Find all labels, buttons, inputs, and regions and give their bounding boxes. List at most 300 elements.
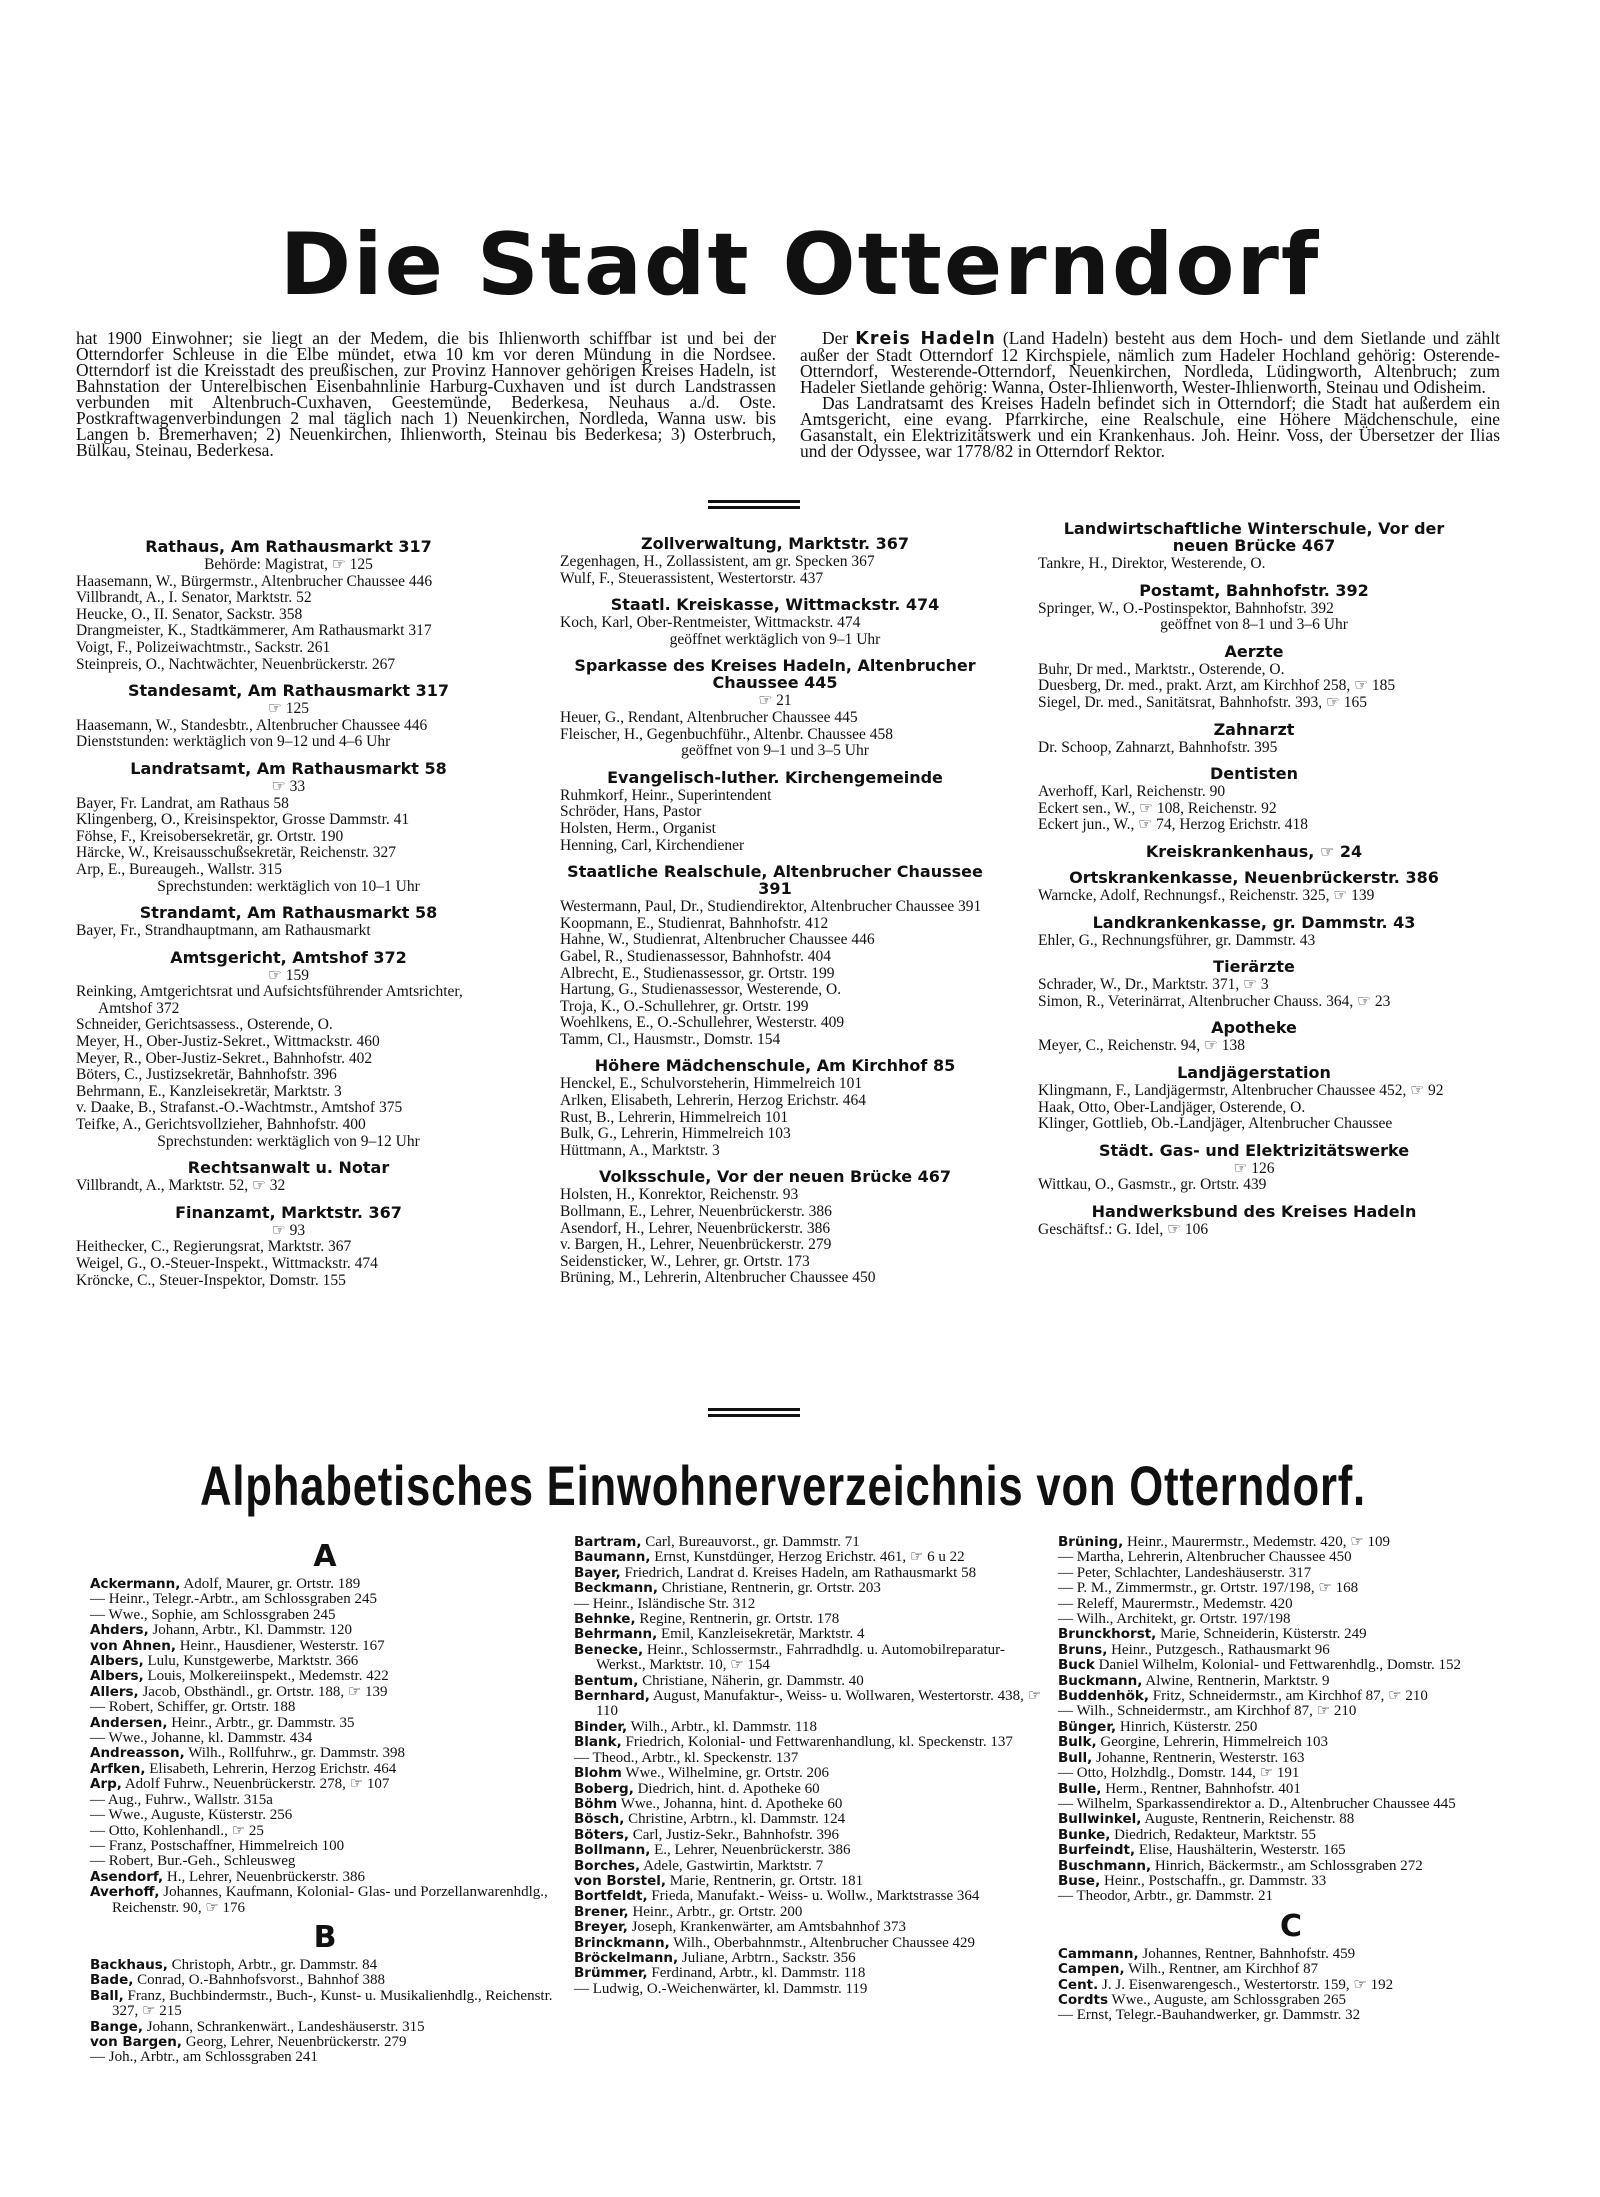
directory-entry — [1058, 1597, 1524, 1612]
entry-details: Ferdinand, Arbtr., kl. Dammstr. 118 — [651, 1965, 866, 1982]
entry-details: — Robert, Schiffer, gr. Ortstr. 188 — [90, 1699, 296, 1716]
entry-details: Elise, Haushälterin, Westerstr. 165 — [1138, 1842, 1346, 1859]
directory-entry — [1058, 1766, 1524, 1781]
section-heading: Volksschule, Vor der neuen Brücke 467 — [598, 1167, 952, 1187]
entry: Schneider, Gerichtsassess., Osterende, O. — [76, 1016, 333, 1034]
entry: Böters, C., Justizsekretär, Bahnhofstr. 396 — [76, 1066, 337, 1084]
entry: Seidensticker, W., Lehrer, gr. Ortstr. 173 — [560, 1252, 810, 1270]
entry-surname: Beckmann, — [574, 1580, 658, 1597]
entry: Härcke, W., Kreisausschußsekretär, Reichenstr. 327 — [76, 844, 397, 862]
section-heading: Strandamt, Am Rathausmarkt 58 — [139, 903, 438, 923]
directory-entry — [1058, 1889, 1524, 1904]
directory-entry — [1058, 1658, 1524, 1673]
entry-surname: Buckmann, — [1058, 1672, 1143, 1689]
directory-entry — [574, 1597, 1042, 1612]
entry-details: Marie, Schneiderin, Küsterstr. 249 — [1160, 1626, 1367, 1643]
section-heading: Standesamt, Am Rathausmarkt 317 — [127, 681, 450, 701]
entry-details: Ernst, Kunstdünger, Herzog Erichstr. 461, ☞ 6 u 22 — [654, 1549, 965, 1566]
entry-surname: Blank, — [574, 1734, 622, 1751]
entry: Tamm, Cl., Hausmstr., Domstr. 154 — [560, 1030, 781, 1048]
entry: Heithecker, C., Regierungsrat, Marktstr. 367 — [76, 1238, 352, 1256]
entry-surname: Behnke, — [574, 1611, 636, 1628]
entry-details: Louis, Molkereiinspekt., Medemstr. 422 — [147, 1668, 389, 1685]
entry-details: — Heinr., Telegr.-Arbtr., am Schlossgraben 245 — [90, 1591, 377, 1608]
entry-surname: Borches, — [574, 1857, 641, 1874]
entry: Henning, Carl, Kirchendiener — [560, 836, 745, 854]
entry-details: Juliane, Arbtrn., Sackstr. 356 — [681, 1949, 856, 1966]
entry: Henckel, E., Schulvorsteherin, Himmelreich 101 — [560, 1075, 863, 1093]
entry: Teifke, A., Gerichtsvollzieher, Bahnhofstr. 400 — [76, 1116, 366, 1134]
section-heading: Finanzamt, Marktstr. 367 — [175, 1202, 402, 1222]
entry: Troja, K., O.-Schullehrer, gr. Ortstr. 199 — [560, 997, 809, 1015]
section-note: ☞ 159 — [267, 966, 310, 984]
directory-entry — [574, 1920, 1042, 1935]
entry-surname: Cordts — [1058, 1991, 1108, 2008]
directory-entry — [574, 1889, 1042, 1904]
directory-entry — [574, 1612, 1042, 1627]
entry-surname: Bulk, — [1058, 1734, 1097, 1751]
entry: Dr. Schoop, Zahnarzt, Bahnhofstr. 395 — [1038, 738, 1278, 756]
entry: Zegenhagen, H., Zollassistent, am gr. Specken 367 — [560, 553, 875, 570]
entry-surname: Bösch, — [574, 1811, 625, 1828]
entry: Koopmann, E., Studienrat, Bahnhofstr. 412 — [560, 914, 829, 932]
directory-entry — [1058, 1993, 1524, 2008]
entry: Steinpreis, O., Nachtwächter, Neuenbrückerstr. 267 — [76, 655, 396, 673]
section-heading: Staatl. Kreiskasse, Wittmackstr. 474 — [610, 595, 940, 615]
entry-details: Diedrich, Redakteur, Marktstr. 55 — [1114, 1826, 1317, 1843]
entry: Bayer, Fr. Landrat, am Rathaus 58 — [76, 794, 289, 812]
entry: Wittkau, O., Gasmstr., gr. Ortstr. 439 — [1038, 1176, 1267, 1194]
section-heading: Landwirtschaftliche Winterschule, Vor der neuen Brücke 467 — [1063, 519, 1445, 555]
entry-details: — Heinr., Isländische Str. 312 — [574, 1595, 756, 1612]
entry-details: Wwe., Auguste, am Schlossgraben 265 — [1111, 1991, 1347, 2008]
directory-entry — [1058, 1612, 1524, 1627]
entry-details: Regine, Rentnerin, gr. Ortstr. 178 — [639, 1611, 840, 1628]
entry-surname: Böhm — [574, 1795, 618, 1812]
entry-details: Emil, Kanzleisekretär, Marktstr. 4 — [661, 1626, 865, 1643]
entry-details: Hinrich, Bäckermstr., am Schlossgraben 272 — [1154, 1857, 1423, 1874]
entry-details: Carl, Bureauvorst., gr. Dammstr. 71 — [645, 1534, 860, 1550]
section-heading: Dentisten — [1209, 764, 1299, 784]
entry-details: J. J. Eisenwarengesch., Westertorstr. 159, ☞ 192 — [1102, 1976, 1394, 1993]
entry: Hüttmann, A., Marktstr. 3 — [560, 1141, 720, 1159]
directory-entry — [574, 1535, 1042, 1550]
entry: Bulk, G., Lehrerin, Himmelreich 103 — [560, 1125, 791, 1143]
entry-details: Franz, Buchbindermstr., Buch-, Kunst- u. Musikalienhdlg., Reichenstr. 327, ☞ 215 — [112, 1987, 553, 2020]
entry-surname: Arp, — [90, 1776, 122, 1793]
entry-details: Frieda, Manufakt.- Weiss- u. Wollw., Marktstrasse 364 — [651, 1888, 980, 1905]
entry: Fleischer, H., Gegenbuchführ., Altenbr. Chaussee 458 — [560, 725, 893, 743]
directory-entry — [1058, 1674, 1524, 1689]
entry-details: Christoph, Arbtr., gr. Dammstr. 84 — [171, 1956, 378, 1973]
kreis-hadeln: Kreis Hadeln — [855, 329, 996, 349]
entry: Ehler, G., Rechnungsführer, gr. Dammstr. 43 — [1038, 931, 1316, 949]
directory-entry — [1058, 1978, 1524, 1993]
section-heading: Postamt, Bahnhofstr. 392 — [1139, 580, 1369, 600]
directory-entry — [1058, 1643, 1524, 1658]
entry: Albrecht, E., Studienassessor, gr. Ortstr. 199 — [560, 964, 835, 982]
entry: Voigt, F., Polizeiwachtmstr., Sackstr. 261 — [76, 638, 331, 656]
section-heading: Aerzte — [1224, 641, 1284, 661]
directory-entry — [574, 1581, 1042, 1596]
entry: Holsten, Herm., Organist — [560, 819, 716, 837]
entry-details: Heinr., Putzgesch., Rathausmarkt 96 — [1111, 1641, 1330, 1658]
entry: Klingenberg, O., Kreisinspektor, Grosse Dammstr. 41 — [76, 811, 410, 829]
section-heading: Staatliche Realschule, Altenbrucher Chaussee 391 — [567, 862, 983, 899]
entry: Villbrandt, A., Marktstr. 52, ☞ 32 — [76, 1177, 286, 1195]
entry-details: Friedrich, Kolonial- und Fettwarenhandlung, kl. Speckenstr. 137 — [625, 1734, 1013, 1751]
entry: Haasemann, W., Bürgermstr., Altenbrucher Chaussee 446 — [76, 572, 433, 590]
entry-details: Adele, Gastwirtin, Marktstr. 7 — [643, 1857, 824, 1874]
section-note: ☞ 33 — [271, 777, 306, 795]
entry-details: Johann, Schrankenwärt., Landeshäuserstr. 315 — [146, 2018, 425, 2035]
letter-heading: A — [313, 1539, 337, 1574]
entry-details: Alwine, Rentnerin, Marktstr. 9 — [1145, 1672, 1330, 1689]
section-note: ☞ 126 — [1233, 1159, 1275, 1177]
entry: Duesberg, Dr. med., prakt. Arzt, am Kirchhof 258, ☞ 185 — [1038, 677, 1396, 695]
entry: Simon, R., Veterinärrat, Altenbrucher Chauss. 364, ☞ 23 — [1038, 992, 1391, 1010]
directory-entry — [574, 1812, 1042, 1827]
directory-entry — [1058, 1962, 1524, 1977]
entry-surname: Bentum, — [574, 1672, 639, 1689]
entry-surname: Bade, — [90, 1972, 134, 1989]
entry: Klinger, Gottlieb, Ob.-Landjäger, Altenbrucher Chaussee — [1038, 1115, 1393, 1133]
entry: Villbrandt, A., I. Senator, Marktstr. 52 — [76, 589, 312, 607]
entry-surname: Brener, — [574, 1903, 629, 1920]
entry-details: Marie, Rentnerin, gr. Ortstr. 181 — [669, 1872, 864, 1889]
entry-details: — Ludwig, O.-Weichenwärter, kl. Dammstr. 119 — [574, 1980, 868, 1997]
entry-surname: Bunke, — [1058, 1826, 1111, 1843]
entry: Drangmeister, K., Stadtkämmerer, Am Rathausmarkt 317 — [76, 622, 432, 640]
entry-surname: Brinckmann, — [574, 1934, 670, 1951]
entry: Gabel, R., Studienassessor, Bahnhofstr. 404 — [560, 947, 832, 965]
directory-entry — [1058, 1627, 1524, 1642]
entry-surname: Bange, — [90, 2018, 143, 2035]
entry-details: Hinrich, Küsterstr. 250 — [1119, 1718, 1258, 1735]
directory-entry — [90, 1592, 560, 1607]
entry-details: Joseph, Krankenwärter, am Amtsbahnhof 373 — [631, 1919, 906, 1936]
directory-entry — [574, 1735, 1042, 1750]
entry: Schrader, W., Dr., Marktstr. 371, ☞ 3 — [1038, 976, 1269, 994]
entry-surname: Baumann, — [574, 1549, 651, 1566]
directory-entry — [90, 1700, 560, 1715]
directory-entry — [90, 1669, 560, 1684]
page-title: Die Stadt Otterndorf — [279, 215, 1321, 315]
directory-entry — [90, 1716, 560, 1731]
directory-entry — [574, 1905, 1042, 1920]
directory-entry — [1058, 1720, 1524, 1735]
entry-details: — Ernst, Telegr.-Bauhandwerker, gr. Dammstr. 32 — [1058, 2007, 1361, 2024]
entry: v. Bargen, H., Lehrer, Neuenbrückerstr. 279 — [560, 1236, 832, 1254]
entry-surname: Andreasson, — [90, 1745, 185, 1762]
entry-surname: Breyer, — [574, 1919, 628, 1936]
entry: Eckert sen., W., ☞ 108, Reichenstr. 92 — [1038, 799, 1277, 817]
entry-surname: Cent. — [1058, 1976, 1099, 1993]
entry-details: Auguste, Rentnerin, Reichenstr. 88 — [1144, 1811, 1355, 1828]
section-heading: Höhere Mädchenschule, Am Kirchhof 85 — [594, 1056, 956, 1076]
entry-details: Conrad, O.-Bahnhofsvorst., Bahnhof 388 — [137, 1972, 385, 1989]
entry: Heuer, G., Rendant, Altenbrucher Chaussee 445 — [560, 708, 858, 726]
entry-details: Christiane, Näherin, gr. Dammstr. 40 — [642, 1672, 864, 1689]
authorities-column-2 — [560, 535, 990, 1287]
directory-entry — [574, 1828, 1042, 1843]
entry-details: — Wwe., Johanne, kl. Dammstr. 434 — [90, 1730, 313, 1747]
directory-entry — [90, 1639, 560, 1654]
entry-details: — Joh., Arbtr., am Schlossgraben 241 — [90, 2049, 318, 2066]
entry-details: — Otto, Kohlenhandl., ☞ 25 — [90, 1822, 264, 1839]
section-heading: Evangelisch-luther. Kirchengemeinde — [607, 767, 943, 787]
entry: Föhse, F., Kreisobersekretär, gr. Ortstr. 190 — [76, 827, 344, 845]
directory-entry — [90, 1808, 560, 1823]
section-heading: Handwerksbund des Kreises Hadeln — [1091, 1201, 1417, 1221]
entry-details: Johannes, Kaufmann, Kolonial- Glas- und Porzellanwarenhdlg., Reichenstr. 90, ☞ 176 — [112, 1884, 548, 1916]
section-heading: Landkrankenkasse, gr. Dammstr. 43 — [1092, 912, 1416, 932]
entry: Haasemann, W., Standesbtr., Altenbrucher Chaussee 446 — [76, 716, 428, 734]
section-heading: Rathaus, Am Rathausmarkt 317 — [145, 537, 432, 556]
directory-entry — [574, 1550, 1042, 1565]
entry-details: Jacob, Obsthändl., gr. Ortstr. 188, ☞ 139 — [142, 1683, 388, 1700]
entry-details: — Aug., Fuhrw., Wallstr. 315a — [90, 1791, 273, 1808]
directory-entry — [90, 1623, 560, 1638]
directory-entry — [1058, 1874, 1524, 1889]
entry: Buhr, Dr med., Marktstr., Osterende, O. — [1038, 660, 1285, 678]
directory-column-2 — [574, 1535, 1042, 1997]
entry-surname: Bröckelmann, — [574, 1949, 679, 1966]
entry-surname: Blohm — [574, 1765, 622, 1782]
directory-entry — [90, 1870, 560, 1885]
entry-details: Adolf Fuhrw., Neuenbrückerstr. 278, ☞ 107 — [124, 1776, 390, 1793]
entry-details: — Theod., Arbtr., kl. Speckenstr. 137 — [574, 1749, 799, 1766]
entry-details: Herm., Rentner, Bahnhofstr. 401 — [1105, 1780, 1301, 1797]
entry-details: Heinr., Maurermstr., Medemstr. 420, ☞ 109 — [1126, 1534, 1390, 1550]
entry: Dienststunden: werktäglich von 9–12 und 4–6 Uhr — [76, 733, 391, 751]
entry: Bollmann, E., Lehrer, Neuenbrückerstr. 386 — [560, 1203, 832, 1221]
entry-details: Wilh., Arbtr., kl. Dammstr. 118 — [630, 1718, 817, 1735]
directory-entry — [574, 1751, 1042, 1766]
directory-entry — [90, 1839, 560, 1854]
directory-entry — [574, 1766, 1042, 1781]
entry-details: E., Lehrer, Neuenbrückerstr. 386 — [654, 1842, 851, 1859]
entry: Ruhmkorf, Heinr., Superintendent — [560, 786, 772, 804]
entry-surname: Allers, — [90, 1683, 139, 1700]
section-heading: Kreiskrankenhaus, ☞ 24 — [1145, 841, 1363, 861]
entry-details: — Wilhelm, Sparkassendirektor a. D., Altenbrucher Chaussee 445 — [1058, 1795, 1456, 1812]
entry-surname: Bulle, — [1058, 1780, 1102, 1797]
directory-entry — [1058, 1566, 1524, 1581]
entry: Warncke, Adolf, Rechnungsf., Reichenstr. 325, ☞ 139 — [1038, 886, 1375, 904]
section-note: Sprechstunden: werktäglich von 10–1 Uhr — [157, 877, 420, 895]
section-heading: Ortskrankenkasse, Neuenbrückerstr. 386 — [1069, 867, 1439, 887]
directory-entry — [90, 2050, 560, 2065]
entry-surname: Albers, — [90, 1653, 144, 1670]
directory-entry — [1058, 1735, 1524, 1750]
directory-entry — [1058, 1859, 1524, 1874]
entry-details: H., Lehrer, Neuenbrückerstr. 386 — [166, 1868, 365, 1885]
entry-details: Heinr., Postschaffn., gr. Dammstr. 33 — [1103, 1872, 1327, 1889]
entry-surname: Bortfeldt, — [574, 1888, 648, 1905]
entry-surname: Bull, — [1058, 1749, 1093, 1766]
entry-surname: Arfken, — [90, 1760, 146, 1777]
entry-details: Johanne, Rentnerin, Westerstr. 163 — [1096, 1749, 1305, 1766]
entry: Brüning, M., Lehrerin, Altenbrucher Chaussee 450 — [560, 1269, 876, 1287]
entry-details: Heinr., Schlossermstr., Fahrradhdlg. u. Automobilreparatur-Werkst., Marktstr. 10, ☞ 154 — [596, 1641, 1005, 1674]
intro-right-p1: Der Kreis Hadeln (Land Hadeln) besteht aus dem Hoch- und dem Sietlande und zählt außer der Stadt Otterndorf 12 Kirchspiele, nämlich zum Hadeler Hochland gehörig: Osterende-Otterndorf, Westerende-Otterndorf, Neuenkirchen, Nordleda, Lüdingworth, Altenbruch; zum Hadeler Sietlande gehörig: Wanna, Oster-Ihlienworth, Wester-Ihlienworth, Steinau und Odisheim. — [800, 328, 1500, 397]
entry-details: Wwe., Wilhelmine, gr. Ortstr. 206 — [625, 1765, 830, 1782]
section-note: ☞ 21 — [758, 692, 792, 710]
entry-surname: Böters, — [574, 1826, 629, 1843]
entry: Wulf, F., Steuerassistent, Westertorstr. 437 — [560, 569, 824, 587]
directory-entry — [90, 1824, 560, 1839]
section-heading: Landratsamt, Am Rathausmarkt 58 — [130, 758, 447, 778]
directory-entry — [574, 1936, 1042, 1951]
entry-surname: Bünger, — [1058, 1718, 1117, 1735]
directory-entry — [90, 1577, 560, 1592]
entry-surname: Ball, — [90, 1987, 124, 2004]
directory-entry — [90, 1762, 560, 1777]
entry: Woehlkens, E., O.-Schullehrer, Westerstr. 409 — [560, 1014, 845, 1032]
section-note: Sprechstunden: werktäglich von 9–12 Uhr — [157, 1132, 420, 1150]
entry: Eckert jun., W., ☞ 74, Herzog Erichstr. 418 — [1038, 816, 1309, 834]
entry: Haak, Otto, Ober-Landjäger, Osterende, O. — [1038, 1098, 1306, 1116]
entry-surname: Binder, — [574, 1718, 628, 1735]
entry: Meyer, C., Reichenstr. 94, ☞ 138 — [1038, 1037, 1245, 1055]
intro-right-p2: Das Landratsamt des Kreises Hadeln befindet sich in Otterndorf; die Stadt hat außerdem ein Amtsgericht, eine evang. Pfarrkirche, eine Realschule, eine Höhere Mädchenschule, eine Gasanstalt, ein Elektrizitätswerk und ein Krankenhaus. Joh. Heinr. Voss, der Übersetzer der Ilias und der Odyssee, war 1778/82 in Otterndorf Rektor. — [800, 393, 1500, 461]
directory-entry — [574, 1689, 1042, 1720]
section-note: ☞ 93 — [271, 1221, 306, 1239]
entry-details: Lulu, Kunstgewerbe, Marktstr. 366 — [147, 1653, 359, 1670]
directory-entry — [1058, 1704, 1524, 1719]
entry-details: Wilh., Oberbahnmstr., Altenbrucher Chaussee 429 — [673, 1934, 976, 1951]
entry: Arp, E., Bureaugeh., Wallstr. 315 — [76, 860, 282, 878]
directory-entry — [574, 1566, 1042, 1581]
directory-entry — [90, 1854, 560, 1869]
entry: Averhoff, Karl, Reichenstr. 90 — [1038, 783, 1226, 801]
section-note: geöffnet werktäglich von 9–1 Uhr — [669, 630, 881, 648]
directory-entry — [1058, 1581, 1524, 1596]
directory-entry — [90, 1973, 560, 1988]
entry-details: Friedrich, Landrat d. Kreises Hadeln, am Rathausmarkt 58 — [624, 1564, 977, 1581]
entry: Bayer, Fr., Strandhauptmann, am Rathausmarkt — [76, 922, 371, 940]
directory-entry — [574, 1627, 1042, 1642]
entry: Klingmann, F., Landjägermstr, Altenbrucher Chaussee 452, ☞ 92 — [1038, 1081, 1444, 1099]
directory-entry — [1058, 1947, 1524, 1962]
directory-entry — [1058, 1797, 1524, 1812]
entry: Hahne, W., Studienrat, Altenbrucher Chaussee 446 — [560, 931, 875, 949]
entry-details: — Wwe., Sophie, am Schlossgraben 245 — [90, 1606, 336, 1623]
directory-entry — [90, 1746, 560, 1761]
divider-top — [708, 500, 800, 509]
directory-entry — [574, 1859, 1042, 1874]
entry-details: — Releff, Maurermstr., Medemstr. 420 — [1058, 1595, 1293, 1612]
entry-details: Georgine, Lehrerin, Himmelreich 103 — [1100, 1734, 1328, 1751]
entry-surname: Buddenhök, — [1058, 1688, 1149, 1705]
entry-details: Elisabeth, Lehrerin, Herzog Erichstr. 464 — [149, 1760, 397, 1777]
entry-details: Fritz, Schneidermstr., am Kirchhof 87, ☞ 210 — [1152, 1688, 1428, 1705]
entry-details: — Theodor, Arbtr., gr. Dammstr. 21 — [1058, 1888, 1273, 1905]
directory-entry — [1058, 2008, 1524, 2023]
directory-entry — [90, 1731, 560, 1746]
entry-surname: von Bargen, — [90, 2033, 183, 2050]
directory-entry — [574, 1843, 1042, 1858]
directory-entry — [90, 2035, 560, 2050]
entry-details: Johann, Arbtr., Kl. Dammstr. 120 — [152, 1622, 353, 1639]
section-heading: Apotheke — [1211, 1018, 1297, 1038]
entry-surname: Boberg, — [574, 1780, 634, 1797]
entry: Schröder, Hans, Pastor — [560, 803, 702, 821]
entry: Holsten, H., Konrektor, Reichenstr. 93 — [560, 1186, 799, 1204]
entry-surname: Bullwinkel, — [1058, 1811, 1142, 1828]
entry: Siegel, Dr. med., Sanitätsrat, Bahnhofstr. 393, ☞ 165 — [1038, 693, 1368, 711]
intro-left: hat 1900 Einwohner; sie liegt an der Medem, die bis Ihlienworth schiffbar ist und bei der Otterndorfer Schleuse in die Elbe mündet, etwa 10 km vor deren Mündung in die Nordsee. Otterndorf ist die Kreisstadt des preußischen, zur Provinz Hannover gehörigen Kreises Hadeln, ist Bahnstation der Unterelbischen Eisenbahnlinie Harburg-Cuxhaven und ist durch Landstrassen verbunden mit Altenbruch-Cuxhaven, Geestemünde, Bederkesa, Neuhaus a./d. Oste. Postkraftwagenverbindungen 2 mal täglich nach 1) Neuenkirchen, Nordleda, Wanna usw. bis Langen b. Bremerhaven; 2) Neuenkirchen, Ihlienworth, Steinau bis Bederkesa; 3) Osterbruch, Bülkau, Steinau, Bederkesa. — [76, 328, 776, 460]
directory-entry — [574, 1782, 1042, 1797]
directory-entry — [90, 1685, 560, 1700]
entry: Geschäftsf.: G. Idel, ☞ 106 — [1038, 1220, 1209, 1238]
entry: Meyer, H., Ober-Justiz-Sekret., Wittmackstr. 460 — [76, 1033, 380, 1051]
section-note: geöffnet von 8–1 und 3–6 Uhr — [1160, 616, 1348, 634]
entry-surname: Averhoff, — [90, 1884, 160, 1901]
entry-surname: von Borstel, — [574, 1872, 667, 1889]
section-heading: Städt. Gas- und Elektrizitätswerke — [1098, 1140, 1410, 1160]
entry-details: Adolf, Maurer, gr. Ortstr. 189 — [183, 1576, 361, 1592]
section-heading: Zollverwaltung, Marktstr. 367 — [640, 534, 910, 553]
entry: Tankre, H., Direktor, Westerende, O. — [1038, 555, 1266, 572]
entry-details: — Robert, Bur.-Geh., Schleusweg — [90, 1853, 296, 1870]
entry-surname: Behrmann, — [574, 1626, 658, 1643]
entry-surname: Ackermann, — [90, 1576, 181, 1592]
entry: Behrmann, E., Kanzleisekretär, Marktstr. 3 — [76, 1082, 342, 1100]
authorities-column-3 — [1038, 520, 1470, 1238]
entry-details: — Otto, Holzhdlg., Domstr. 144, ☞ 191 — [1058, 1765, 1300, 1782]
directory-entry — [574, 1966, 1042, 1981]
entry-details: Daniel Wilhelm, Kolonial- und Fettwarenhdlg., Domstr. 152 — [1098, 1657, 1462, 1674]
directory-entry — [1058, 1782, 1524, 1797]
entry-surname: Buck — [1058, 1657, 1095, 1674]
entry-surname: Brunckhorst, — [1058, 1626, 1157, 1643]
directory-column-3 — [1058, 1535, 1524, 2024]
authorities-column-1 — [76, 538, 501, 1289]
entry-details: — Franz, Postschaffner, Himmelreich 100 — [90, 1837, 345, 1854]
entry-surname: Buse, — [1058, 1872, 1101, 1889]
entry-surname: Burfeindt, — [1058, 1842, 1136, 1859]
directory-entry — [90, 1885, 560, 1916]
directory-entry — [1058, 1689, 1524, 1704]
section-heading: Amtsgericht, Amtshof 372 — [170, 947, 407, 967]
directory-title: Alphabetisches Einwohnerverzeichnis von Otterndorf. — [200, 1454, 1366, 1517]
entry: v. Daake, B., Strafanst.-O.-Wachtmstr., Amtshof 375 — [76, 1099, 403, 1117]
entry-surname: Bartram, — [574, 1534, 642, 1550]
entry: Meyer, R., Ober-Justiz-Sekret., Bahnhofstr. 402 — [76, 1049, 373, 1067]
entry-details: — Martha, Lehrerin, Altenbrucher Chaussee 450 — [1058, 1549, 1352, 1566]
section-heading: Landjägerstation — [1177, 1062, 1331, 1082]
directory-entry — [574, 1982, 1042, 1997]
entry-surname: Campen, — [1058, 1961, 1125, 1978]
entry: Kröncke, C., Steuer-Inspektor, Domstr. 155 — [76, 1271, 346, 1289]
entry: Springer, W., O.-Postinspektor, Bahnhofstr. 392 — [1038, 599, 1334, 617]
entry-surname: Bollmann, — [574, 1842, 651, 1859]
entry-surname: Cammann, — [1058, 1945, 1139, 1962]
directory-entry — [90, 1989, 560, 2020]
directory-entry — [1058, 1550, 1524, 1565]
directory-entry — [574, 1720, 1042, 1735]
directory-entry — [90, 1608, 560, 1623]
entry: Hartung, G., Studienassessor, Westerende, O. — [560, 981, 842, 999]
entry-details: Heinr., Hausdiener, Westerstr. 167 — [179, 1637, 385, 1654]
entry: Heucke, O., II. Senator, Sackstr. 358 — [76, 605, 303, 623]
entry-details: Johannes, Rentner, Bahnhofstr. 459 — [1142, 1945, 1356, 1962]
directory-entry — [574, 1951, 1042, 1966]
directory-entry — [574, 1874, 1042, 1889]
section-heading: Zahnarzt — [1213, 719, 1295, 739]
